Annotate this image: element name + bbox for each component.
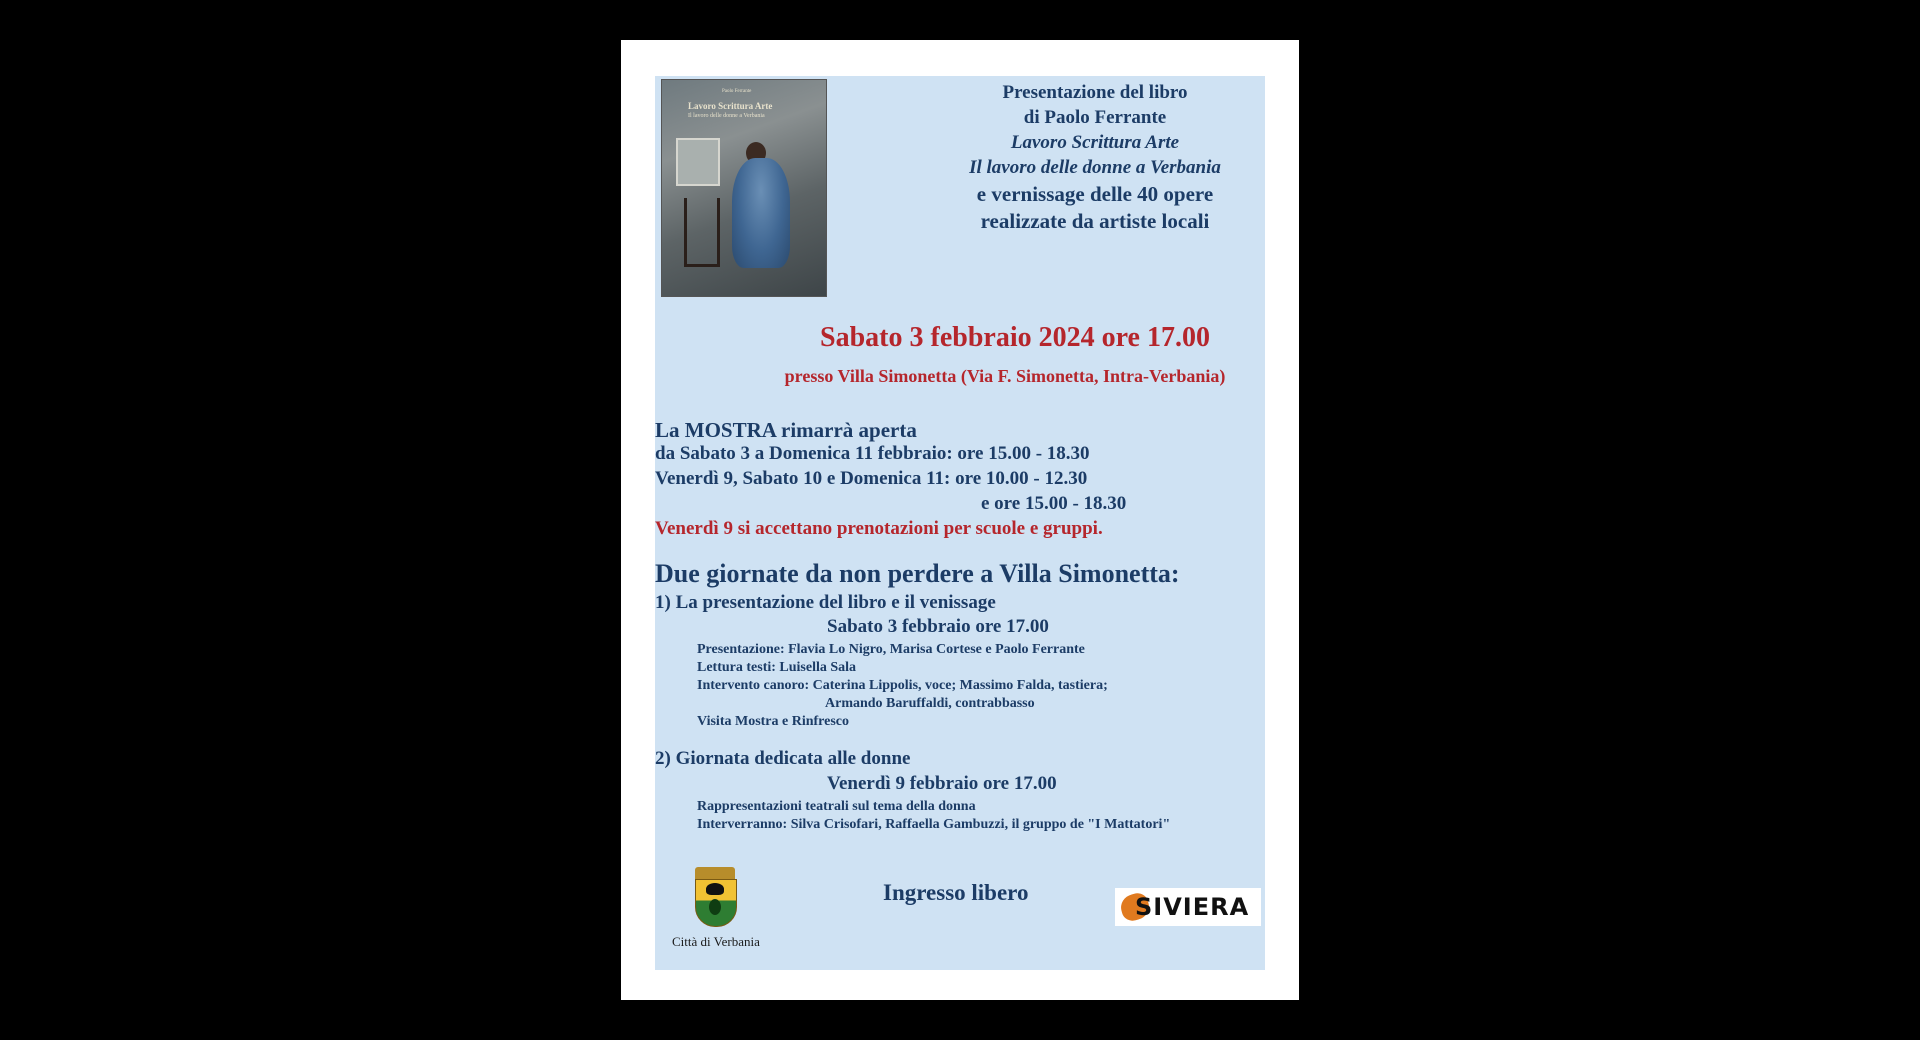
days-heading: Due giornate da non perdere a Villa Simonetta: bbox=[655, 559, 1180, 588]
siviera-logo bbox=[1115, 888, 1261, 926]
event-date: Sabato 3 febbraio 2024 ore 17.00 bbox=[820, 322, 1210, 353]
day1-detail: Visita Mostra e Rinfresco bbox=[697, 714, 850, 729]
verbania-crest-icon bbox=[691, 867, 739, 929]
day2-detail: Interverranno: Silva Crisofari, Raffaella Gambuzzi, il gruppo de "I Mattatori" bbox=[697, 817, 1171, 832]
day1-detail: Armando Baruffaldi, contrabbasso bbox=[825, 696, 1035, 711]
cover-woman-figure-illustration bbox=[732, 158, 790, 268]
day1-date: Sabato 3 febbraio ore 17.00 bbox=[827, 616, 1049, 637]
day1-detail: Lettura testi: Luisella Sala bbox=[697, 660, 857, 675]
day2-date: Venerdì 9 febbraio ore 17.00 bbox=[827, 773, 1057, 794]
poster-frame bbox=[621, 40, 1299, 1000]
book-cover-author: Paolo Ferrante bbox=[722, 89, 752, 94]
day1-detail: Presentazione: Flavia Lo Nigro, Marisa Cortese e Paolo Ferrante bbox=[697, 642, 1085, 657]
header-line-1: Presentazione del libro bbox=[1002, 82, 1188, 103]
book-subtitle: Il lavoro delle donne a Verbania bbox=[969, 157, 1221, 178]
book-cover-subtitle: Il lavoro delle donne a Verbania bbox=[688, 113, 765, 119]
book-cover-title: Lavoro Scrittura Arte bbox=[688, 101, 773, 111]
siviera-logo-text: SIVIERA bbox=[1135, 893, 1250, 921]
entry-free-label: Ingresso libero bbox=[883, 880, 1029, 905]
cover-window-illustration bbox=[676, 138, 720, 186]
exhibition-booking-note: Venerdì 9 si accettano prenotazioni per scuole e gruppi. bbox=[655, 518, 1103, 539]
book-title: Lavoro Scrittura Arte bbox=[1010, 132, 1180, 153]
cover-chair-illustration bbox=[684, 198, 720, 267]
event-venue: presso Villa Simonetta (Via F. Simonetta, Intra-Verbania) bbox=[784, 366, 1226, 386]
exhibition-heading: La MOSTRA rimarrà aperta bbox=[655, 418, 917, 442]
exhibition-hours-1: da Sabato 3 a Domenica 11 febbraio: ore 15.00 - 18.30 bbox=[655, 443, 1090, 464]
event-poster bbox=[655, 76, 1265, 970]
crest-crown bbox=[695, 867, 735, 879]
crest-caption: Città di Verbania bbox=[672, 934, 760, 949]
header-line-5: e vernissage delle 40 opere bbox=[976, 182, 1214, 206]
exhibition-hours-3: e ore 15.00 - 18.30 bbox=[981, 493, 1127, 514]
book-cover bbox=[661, 79, 827, 297]
crest-tree-icon bbox=[709, 899, 721, 915]
day2-title: 2) Giornata dedicata alle donne bbox=[655, 748, 911, 769]
day1-title: 1) La presentazione del libro e il venissage bbox=[655, 592, 996, 613]
header-line-6: realizzate da artiste locali bbox=[980, 209, 1210, 233]
day2-detail: Rappresentazioni teatrali sul tema della donna bbox=[697, 799, 976, 814]
exhibition-hours-2: Venerdì 9, Sabato 10 e Domenica 11: ore 10.00 - 12.30 bbox=[655, 468, 1088, 489]
day1-detail: Intervento canoro: Caterina Lippolis, voce; Massimo Falda, tastiera; bbox=[697, 678, 1108, 693]
header-line-2: di Paolo Ferrante bbox=[1023, 107, 1167, 128]
crest-eagle-icon bbox=[706, 883, 724, 895]
